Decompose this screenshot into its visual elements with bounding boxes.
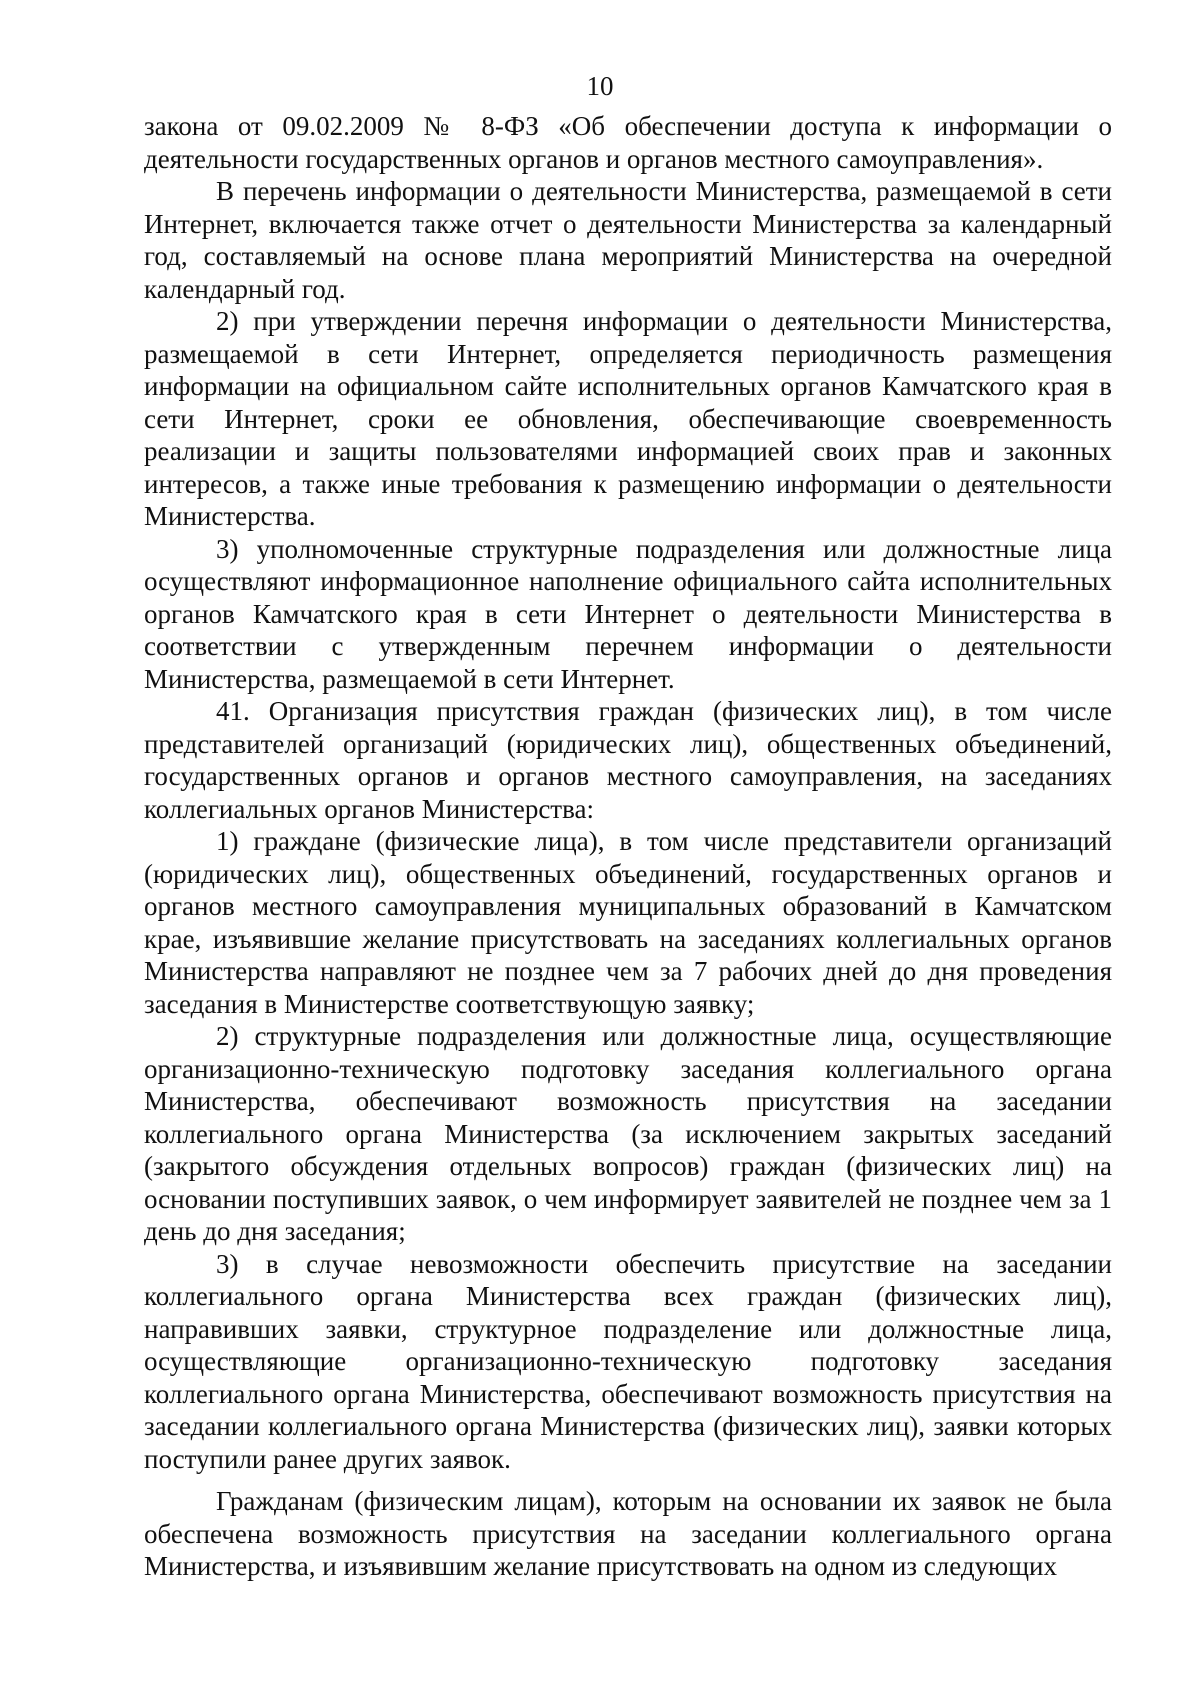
page-number: 10 (586, 71, 614, 101)
paragraph-41-item-1: 1) граждане (физические лица), в том числе представители организаций (юридических лиц), общественных объединений, государственных органов и органов местного самоуправления муниципальных образований в Камчатском крае, изъявившие желание присутствовать на заседаниях коллегиальных органов Министерства направляют не позднее чем за 7 рабочих дней до дня проведения заседания в Министерстве соответствующую заявку; (144, 826, 1112, 1019)
paragraph-item-3-content-filling: 3) уполномоченные структурные подразделения или должностные лица осуществляют информационное наполнение официального сайта исполнительных органов Камчатского края в сети Интернет о деятельности Министерства в соответствии с утвержденным перечнем информации о деятельности Министерства, размещаемой в сети Интернет. (144, 533, 1112, 694)
paragraph-citizens-not-admitted: Гражданам (физическим лицам), которым на основании их заявок не была обеспечена возможность присутствия на заседании коллегиального органа Министерства, и изъявившим желание присутствовать на одном из следующих (144, 1486, 1112, 1581)
paragraph-41-item-2: 2) структурные подразделения или должностные лица, осуществляющие организационно-техническую подготовку заседания коллегиального органа Министерства, обеспечивают возможность присутствия на заседании коллегиального органа Министерства (за исключением закрытых заседаний (закрытого обсуждения отдельных вопросов) граждан (физических лиц) на основании поступивших заявок, о чем информирует заявителей не позднее чем за 1 день до дня заседания; (144, 1021, 1112, 1246)
paragraph-law-reference: закона от 09.02.2009 № 8-ФЗ «Об обеспечении доступа к информации о деятельности государственных органов и органов местного самоуправления». (144, 111, 1112, 174)
paragraph-41-item-3: 3) в случае невозможности обеспечить присутствие на заседании коллегиального органа Министерства всех граждан (физических лиц), направивших заявки, структурное подразделение или должностные лица, осуществляющие организационно-техническую подготовку заседания коллегиального органа Министерства, обеспечивают возможность присутствия на заседании коллегиального органа Министерства (физических лиц), заявки которых поступили ранее других заявок. (144, 1248, 1112, 1474)
paragraph-item-2-periodicity: 2) при утверждении перечня информации о деятельности Министерства, размещаемой в сети Интернет, определяется периодичность размещения информации на официальном сайте исполнительных органов Камчатского края в сети Интернет, сроки ее обновления, обеспечивающие своевременность реализации и защиты пользователями информацией своих прав и законных интересов, а также иные требования к размещению информации о деятельности Министерства. (144, 306, 1112, 531)
document-body (144, 110, 1112, 1583)
paragraph-section-41: 41. Организация присутствия граждан (физических лиц), в том числе представителей организаций (юридических лиц), общественных объединений, государственных органов и органов местного самоуправления, на заседаниях коллегиальных органов Министерства: (144, 696, 1112, 824)
paragraph-annual-report: В перечень информации о деятельности Министерства, размещаемой в сети Интернет, включается также отчет о деятельности Министерства за календарный год, составляемый на основе плана мероприятий Министерства на очередной календарный год. (144, 176, 1112, 304)
